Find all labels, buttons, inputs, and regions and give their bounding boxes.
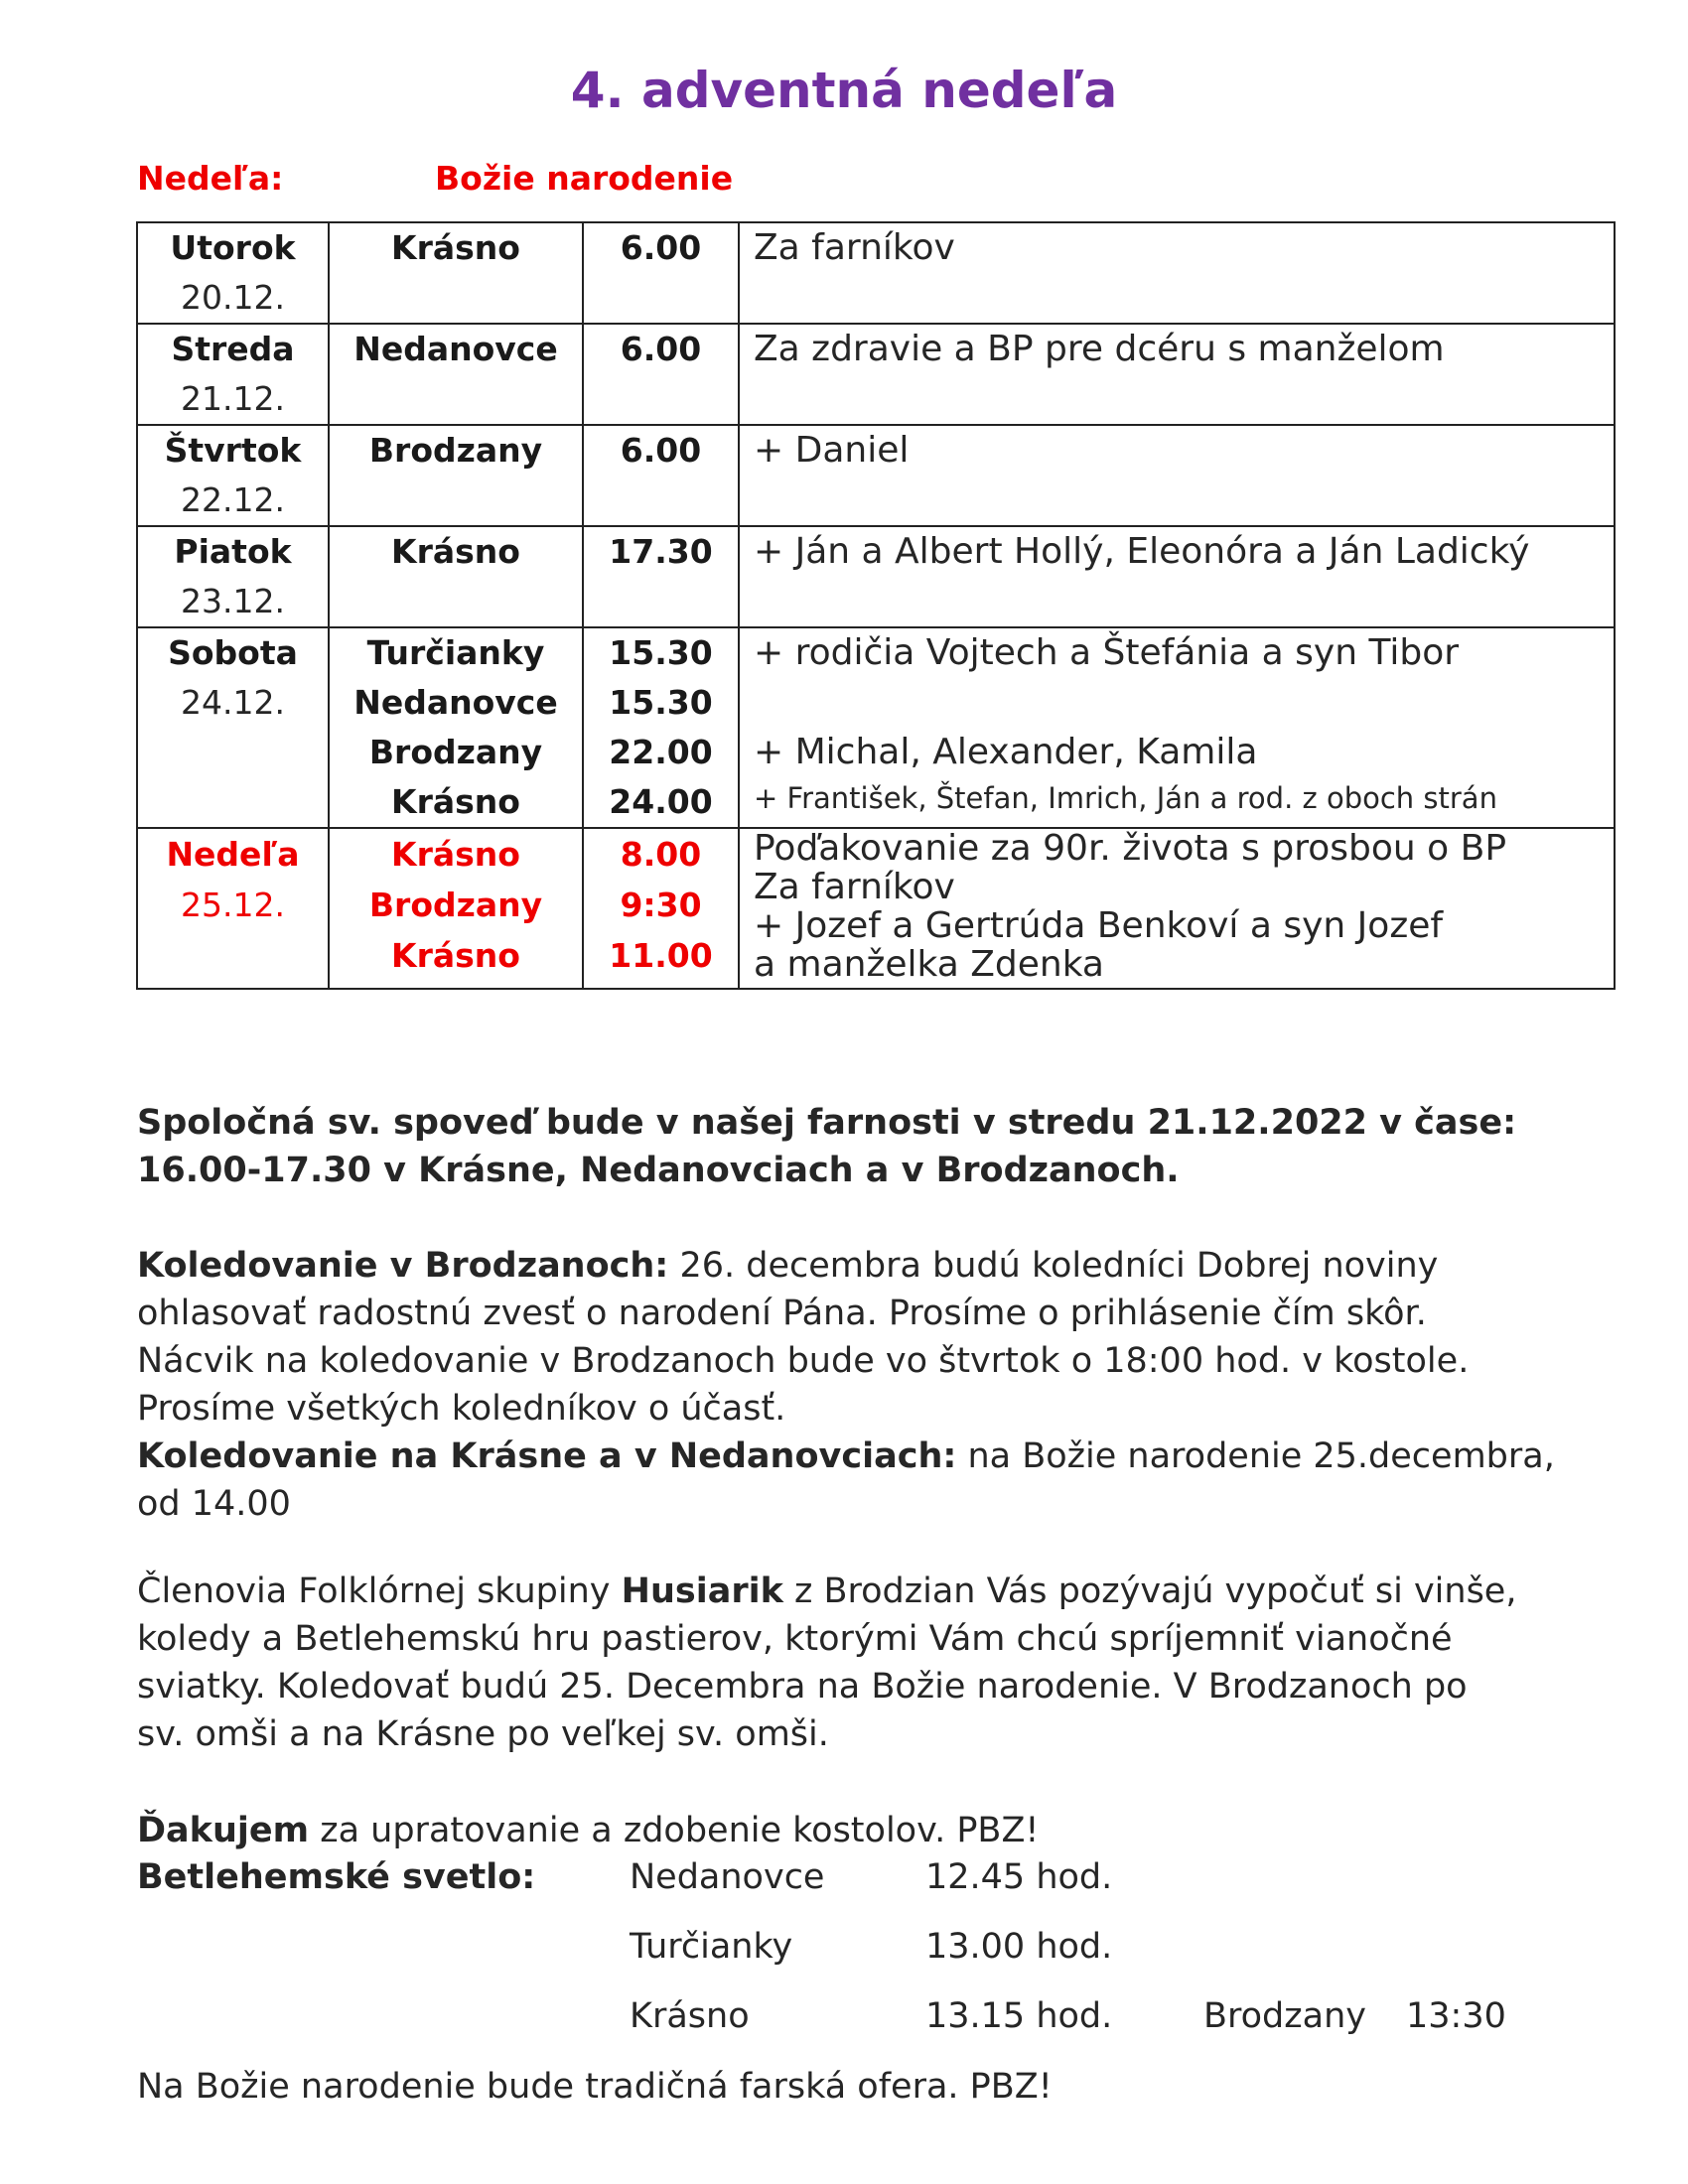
time-cell [583,526,739,627]
place-name: Brodzany [368,733,543,771]
schedule-row [137,526,1615,627]
confession-notice [137,1099,1626,1194]
bethlehem-place-2: Turčianky [630,1927,793,1967]
day-cell [137,828,329,989]
schedule-row [137,425,1615,526]
intention-text: a manželka Zdenka [754,944,1104,985]
caroling-brodzany-text-1: 26. decembra budú koledníci Dobrej noviny [668,1246,1439,1286]
day-name: Nedeľa [166,835,300,874]
mass-time: 24.00 [609,782,713,821]
day-cell [137,324,329,425]
place-cell [329,222,583,324]
intention-text: Za farníkov [754,867,955,907]
time-cell [583,324,739,425]
place-cell [329,324,583,425]
folklore-text-1a: Členovia Folklórnej skupiny [137,1571,622,1611]
place-cell [329,425,583,526]
bethlehem-light-label: Betlehemské svetlo: [137,1857,536,1897]
day-date: 24.12. [181,683,285,722]
day-date: 20.12. [181,278,285,317]
offering-notice: Na Božie narodenie bude tradičná farská ofera. PBZ! [137,2067,1053,2107]
intention-text: Za zdravie a BP pre dcéru s manželom [754,329,1445,369]
intention-text: + Jozef a Gertrúda Benkoví a syn Jozef [754,905,1444,946]
time-cell [583,222,739,324]
intention-text: + Ján a Albert Hollý, Eleonóra a Ján Ladický [754,531,1530,572]
bethlehem-place-4: Brodzany [1203,1996,1366,2036]
place-name: Krásno [391,936,520,975]
day-cell [137,627,329,828]
place-name: Krásno [391,532,520,571]
place-name: Krásno [391,782,520,821]
intention-cell [739,222,1615,324]
bethlehem-place-1: Nedanovce [630,1857,825,1897]
intention-cell [739,324,1615,425]
page-title: 4. adventná nedeľa [570,62,1118,119]
day-name: Sobota [168,633,298,672]
folklore-text-2: koledy a Betlehemskú hru pastierov, ktorými Vám chcú spríjemniť vianočné [137,1619,1453,1659]
thanks-bold: Ďakujem [137,1811,310,1850]
place-cell [329,828,583,989]
folklore-text-3: sviatky. Koledovať budú 25. Decembra na Božie narodenie. V Brodzanoch po [137,1667,1468,1706]
mass-time: 11.00 [609,936,713,975]
schedule-row [137,222,1615,324]
mass-time: 6.00 [620,228,702,267]
confession-line-2: 16.00-17.30 v Krásne, Nedanovciach a v Brodzanoch. [137,1151,1180,1190]
bethlehem-place-3: Krásno [630,1996,750,2036]
place-cell [329,526,583,627]
intention-text: + Michal, Alexander, Kamila [754,732,1258,772]
caroling-notice [137,1242,1626,1528]
folklore-notice [137,1568,1626,1758]
place-name: Turčianky [366,633,545,672]
intention-text: + Daniel [754,430,910,471]
day-date: 23.12. [181,582,285,620]
caroling-brodzany-text-3: Nácvik na koledovanie v Brodzanoch bude vo štvrtok o 18:00 hod. v kostole. [137,1341,1470,1381]
place-cell [329,627,583,828]
intention-cell [739,627,1615,828]
day-date: 22.12. [181,480,285,519]
thanks-text: za upratovanie a zdobenie kostolov. PBZ! [309,1811,1040,1850]
day-cell [137,222,329,324]
time-cell [583,627,739,828]
thanks-notice [137,1807,1626,1854]
caroling-krasno-text-1: na Božie narodenie 25.decembra, [956,1436,1555,1476]
place-name: Nedanovce [353,330,558,368]
folklore-group-name: Husiarik [621,1571,783,1611]
time-cell [583,828,739,989]
mass-time: 6.00 [620,431,702,470]
intention-text: + rodičia Vojtech a Štefánia a syn Tibor [754,632,1460,673]
folklore-text-1b: z Brodzian Vás pozývajú vypočuť si vinše, [782,1571,1517,1611]
bethlehem-time-1: 12.45 hod. [925,1857,1113,1897]
mass-time: 6.00 [620,330,702,368]
place-name: Nedanovce [353,683,558,722]
intention-text [754,678,1614,728]
time-cell [583,425,739,526]
sunday-heading [137,159,734,198]
schedule-row [137,627,1615,828]
bethlehem-time-3: 13.15 hod. [925,1996,1113,2036]
intention-cell [739,526,1615,627]
mass-time: 17.30 [609,532,713,571]
bethlehem-time-2: 13.00 hod. [925,1927,1113,1967]
intention-text: Za farníkov [754,227,955,268]
day-cell [137,425,329,526]
bethlehem-time-4: 13:30 [1406,1996,1506,2036]
day-name: Utorok [170,228,296,267]
intention-text: Poďakovanie za 90r. života s prosbou o BP [754,828,1507,869]
mass-time: 8.00 [620,835,702,874]
caroling-brodzany-text-2: ohlasovať radostnú zvesť o narodení Pána. Prosíme o prihlásenie čím skôr. [137,1294,1427,1333]
mass-schedule-table [136,221,1616,990]
day-date: 25.12. [181,886,285,924]
day-name: Štvrtok [164,431,302,470]
caroling-krasno-text-2: od 14.00 [137,1484,291,1524]
mass-time: 9:30 [620,886,702,924]
mass-time: 15.30 [609,683,713,722]
place-name: Krásno [391,835,520,874]
intention-cell [739,828,1615,989]
schedule-row [137,828,1615,989]
mass-time: 15.30 [609,633,713,672]
caroling-krasno-label: Koledovanie na Krásne a v Nedanovciach: [137,1436,957,1476]
caroling-brodzany-label: Koledovanie v Brodzanoch: [137,1246,669,1286]
sunday-value: Božie narodenie [435,159,734,198]
day-name: Streda [171,330,295,368]
place-name: Brodzany [368,886,543,924]
day-name: Piatok [174,532,292,571]
intention-text: + František, Štefan, Imrich, Ján a rod. z oboch strán [754,781,1497,815]
place-name: Krásno [391,228,520,267]
mass-time: 22.00 [609,733,713,771]
confession-line-1: Spoločná sv. spoveď bude v našej farnosti v stredu 21.12.2022 v čase: [137,1103,1517,1143]
schedule-row [137,324,1615,425]
intention-cell [739,425,1615,526]
folklore-text-4: sv. omši a na Krásne po veľkej sv. omši. [137,1714,829,1754]
place-name: Brodzany [368,431,543,470]
sunday-label: Nedeľa: [137,159,284,198]
day-date: 21.12. [181,379,285,418]
day-cell [137,526,329,627]
caroling-brodzany-text-4: Prosíme všetkých koledníkov o účasť. [137,1389,786,1429]
